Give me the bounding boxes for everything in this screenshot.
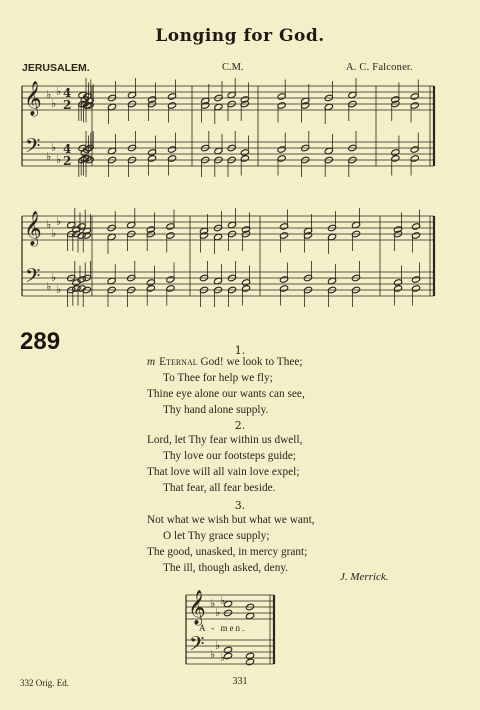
amen-lyric: A - men.: [199, 623, 247, 633]
verse-line: O let Thy grace supply;: [163, 530, 270, 542]
dynamic-marking: m: [147, 356, 156, 368]
time-signature-bottom: 2: [63, 154, 72, 168]
hymn-number: 289: [20, 328, 61, 355]
treble-clef: 𝄞: [24, 211, 42, 246]
verse-number: 3.: [234, 499, 246, 512]
note-head: [245, 658, 254, 666]
verse-line: Thine eye alone our wants can see,: [147, 388, 305, 400]
bass-clef: 𝄢: [25, 134, 41, 162]
verse-line: That fear, all fear beside.: [163, 482, 276, 494]
flat-sign: ♭: [56, 283, 62, 296]
verse-line: [147, 356, 303, 368]
flat-sign: ♭: [46, 88, 52, 101]
verse-line: Thy love our footsteps guide;: [163, 450, 297, 462]
time-signature-top: 4: [63, 86, 72, 100]
treble-clef: 𝄞: [24, 81, 42, 116]
verse-line: Lord, let Thy fear within us dwell,: [147, 434, 303, 446]
time-signature-top: 4: [63, 142, 72, 156]
verse-line-text: God! we look to Thee;: [197, 356, 303, 368]
music-system-2: [22, 208, 434, 307]
flat-sign: ♭: [46, 280, 52, 293]
verse-first-word: Eternal: [159, 356, 198, 368]
flat-sign: ♭: [51, 271, 57, 284]
verse-line: Not what we wish but what we want,: [147, 514, 315, 526]
flat-sign: ♭: [56, 85, 62, 98]
flat-sign: ♭: [51, 227, 57, 240]
verse-line: The ill, though asked, deny.: [163, 562, 289, 574]
flat-sign: ♭: [56, 153, 62, 166]
verse-line: To Thee for help we fly;: [163, 372, 273, 384]
note-head: [223, 646, 232, 654]
edition-note: 332 Orig. Ed.: [20, 678, 69, 688]
flat-sign: ♭: [56, 215, 62, 228]
verse-line: The good, unasked, in mercy grant;: [147, 546, 308, 558]
flat-sign: ♭: [46, 150, 52, 163]
meter: C.M.: [222, 62, 244, 73]
flat-sign: ♭: [215, 639, 221, 652]
music-system-1: [22, 78, 434, 177]
time-signature-bottom: 2: [63, 98, 72, 112]
verse-number: 1.: [234, 344, 246, 357]
verse-line: That love will all vain love expel;: [147, 466, 300, 478]
flat-sign: ♭: [210, 648, 216, 661]
text-attribution: J. Merrick.: [340, 571, 389, 583]
flat-sign: ♭: [220, 651, 226, 664]
hymn-title: Longing for God.: [155, 26, 325, 46]
verse-number: 2.: [234, 419, 246, 432]
bass-clef: 𝄢: [189, 632, 205, 660]
treble-clef: 𝄞: [188, 590, 206, 625]
note-head: [245, 652, 254, 660]
flat-sign: ♭: [51, 141, 57, 154]
composer: A. C. Falconer.: [346, 62, 413, 73]
flat-sign: ♭: [51, 97, 57, 110]
flat-sign: ♭: [215, 606, 221, 619]
page-number: 331: [232, 676, 248, 687]
bass-clef: 𝄢: [25, 264, 41, 292]
flat-sign: ♭: [220, 594, 226, 607]
tune-name: JERUSALEM.: [22, 62, 90, 74]
verse-line: Thy hand alone supply.: [163, 404, 269, 416]
flat-sign: ♭: [210, 597, 216, 610]
flat-sign: ♭: [46, 218, 52, 231]
